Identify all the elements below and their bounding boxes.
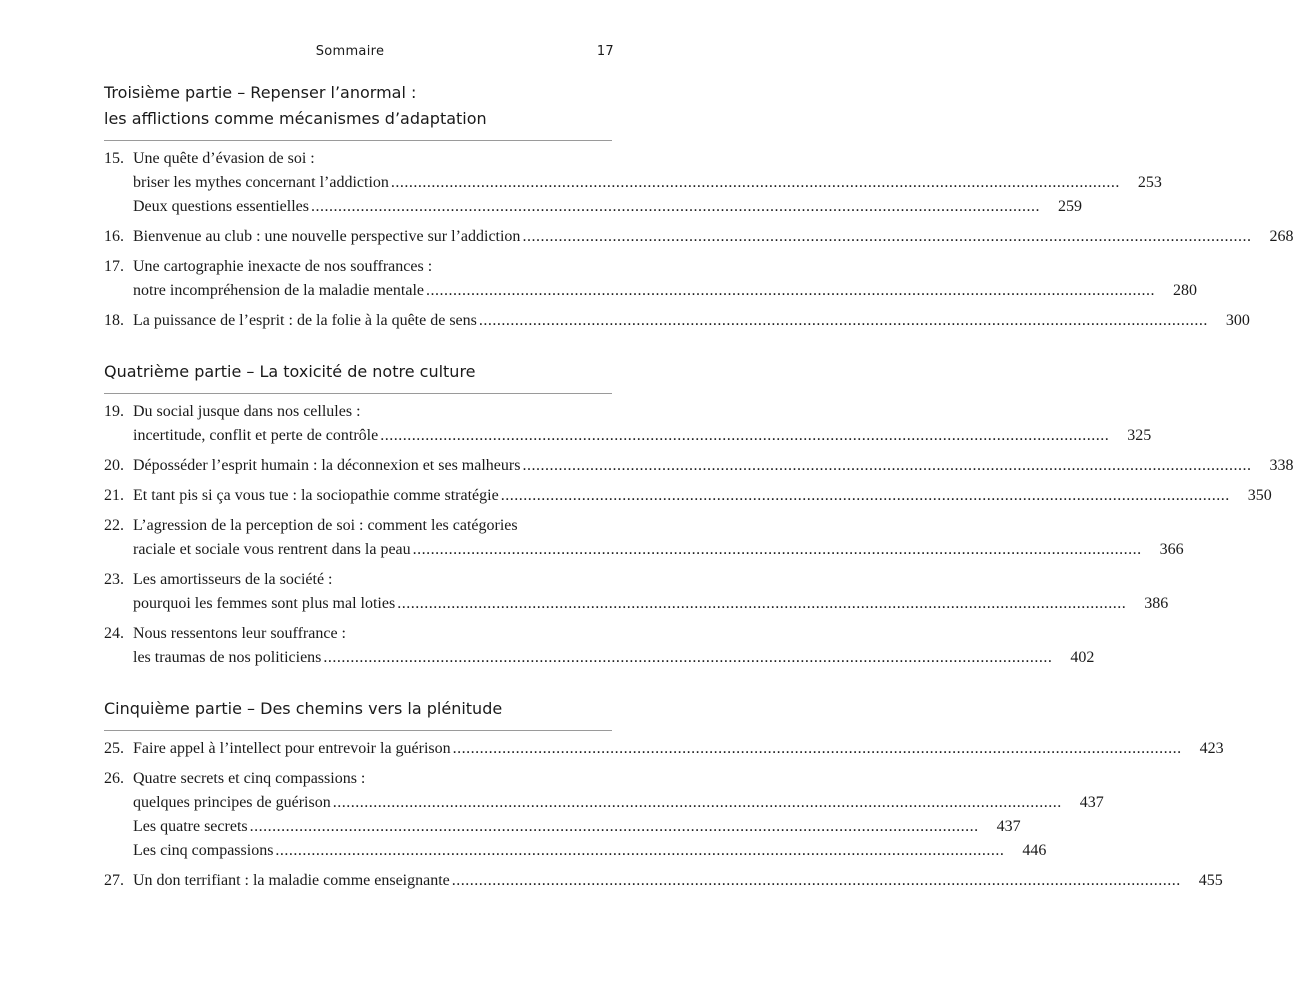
dot-leader — [321, 646, 1054, 670]
toc-page-number: 437 — [1079, 794, 1104, 811]
table-of-contents — [104, 80, 1293, 893]
dot-leader — [395, 592, 1128, 616]
dot-leader — [451, 737, 1184, 761]
part-divider — [104, 140, 612, 141]
toc-entry-text: Du social jusque dans nos cellules : — [133, 403, 361, 420]
running-title: Sommaire — [315, 44, 385, 59]
part-divider — [104, 393, 612, 394]
toc-page-number: 325 — [1127, 427, 1152, 444]
chapter-number: 17. — [104, 258, 124, 275]
toc-chapter — [104, 568, 1169, 616]
chapter-number: 26. — [104, 770, 124, 787]
dot-leader — [520, 225, 1253, 249]
toc-entry-text: Nous ressentons leur souffrance : — [133, 625, 346, 642]
toc-entry-text: La puissance de l’esprit : de la folie à la quête de sens — [133, 312, 477, 329]
part-spacer — [104, 333, 612, 359]
dot-leader — [273, 839, 1006, 863]
toc-line — [104, 646, 1095, 670]
toc-entry-text: Un don terrifiant : la maladie comme enseignante — [133, 872, 450, 889]
toc-page-number: 259 — [1057, 198, 1082, 215]
toc-line — [104, 839, 1047, 863]
dot-leader — [477, 309, 1210, 333]
chapter-number: 25. — [104, 740, 124, 757]
toc-chapter — [104, 225, 1293, 249]
toc-line — [104, 225, 1293, 249]
toc-entry-text: quelques principes de guérison — [133, 794, 331, 811]
dot-leader — [309, 195, 1042, 219]
toc-page-number: 402 — [1070, 649, 1095, 666]
page-number: 17 — [596, 44, 614, 59]
toc-line — [104, 400, 612, 424]
toc-line — [104, 514, 612, 538]
dot-leader — [450, 869, 1183, 893]
toc-entry-text: notre incompréhension de la maladie mentale — [133, 282, 424, 299]
toc-line — [104, 737, 1224, 761]
dot-leader — [411, 538, 1144, 562]
toc-entry-text: les traumas de nos politiciens — [133, 649, 322, 666]
toc-entry-text: Et tant pis si ça vous tue : la sociopathie comme stratégie — [133, 487, 499, 504]
chapter-number: 27. — [104, 872, 124, 889]
toc-line — [104, 424, 1152, 448]
toc-entry-text: Les amortisseurs de la société : — [133, 571, 333, 588]
toc-page-number: 268 — [1269, 228, 1293, 245]
toc-chapter — [104, 454, 1293, 478]
dot-leader — [248, 815, 981, 839]
toc-entry-text: Faire appel à l’intellect pour entrevoir la guérison — [133, 740, 451, 757]
toc-entry-text: Les cinq compassions — [133, 842, 274, 859]
part-title: les afflictions comme mécanismes d’adaptation — [104, 109, 487, 128]
toc-line — [104, 791, 1104, 815]
chapter-number: 22. — [104, 517, 124, 534]
toc-chapter — [104, 484, 1272, 508]
part-section — [104, 359, 1293, 670]
chapter-number: 24. — [104, 625, 124, 642]
toc-page-number: 386 — [1144, 595, 1169, 612]
toc-line — [104, 767, 612, 791]
dot-leader — [389, 171, 1122, 195]
toc-page-number: 446 — [1022, 842, 1047, 859]
part-divider — [104, 730, 612, 731]
toc-entry-text: Une cartographie inexacte de nos souffrances : — [133, 258, 433, 275]
toc-line — [104, 279, 1197, 303]
toc-line — [104, 592, 1169, 616]
toc-entry-text: Une quête d’évasion de soi : — [133, 150, 315, 167]
part-title: Quatrième partie – La toxicité de notre culture — [104, 362, 476, 381]
chapter-number: 16. — [104, 228, 124, 245]
toc-page-number: 350 — [1247, 487, 1272, 504]
dot-leader — [424, 279, 1157, 303]
toc-page-number: 437 — [996, 818, 1021, 835]
chapter-number: 15. — [104, 150, 124, 167]
toc-entry-text: briser les mythes concernant l’addiction — [133, 174, 389, 191]
toc-chapter — [104, 400, 1152, 448]
toc-entry-text: Quatre secrets et cinq compassions : — [133, 770, 366, 787]
chapter-number: 21. — [104, 487, 124, 504]
toc-page-number: 300 — [1225, 312, 1250, 329]
toc-line — [104, 255, 612, 279]
part-section — [104, 696, 1224, 893]
toc-line — [104, 622, 612, 646]
chapter-number: 23. — [104, 571, 124, 588]
toc-entry-text: Les quatre secrets — [133, 818, 248, 835]
toc-page-number: 280 — [1173, 282, 1197, 299]
toc-chapter — [104, 255, 1197, 303]
toc-page-number: 338 — [1269, 457, 1293, 474]
toc-chapter — [104, 767, 1104, 863]
toc-line — [104, 869, 1223, 893]
toc-chapter — [104, 514, 1184, 562]
toc-line — [104, 195, 1082, 219]
part-section — [104, 80, 1293, 333]
dot-leader — [331, 791, 1064, 815]
dot-leader — [520, 454, 1253, 478]
toc-entry-text: Déposséder l’esprit humain : la déconnexion et ses malheurs — [133, 457, 521, 474]
dot-leader — [499, 484, 1232, 508]
toc-entry-text: Bienvenue au club : une nouvelle perspective sur l’addiction — [133, 228, 521, 245]
toc-chapter — [104, 622, 1095, 670]
toc-chapter — [104, 869, 1223, 893]
toc-page-number: 455 — [1198, 872, 1223, 889]
toc-line — [104, 454, 1293, 478]
toc-line — [104, 568, 612, 592]
toc-entry-text: incertitude, conflit et perte de contrôle — [133, 427, 379, 444]
chapter-number: 19. — [104, 403, 124, 420]
chapter-number: 18. — [104, 312, 124, 329]
toc-page-number: 253 — [1137, 174, 1162, 191]
part-spacer — [104, 670, 612, 696]
toc-entry-text: pourquoi les femmes sont plus mal loties — [133, 595, 396, 612]
toc-entry-text: raciale et sociale vous rentrent dans la peau — [133, 541, 411, 558]
toc-page-number: 366 — [1159, 541, 1184, 558]
toc-page-number: 423 — [1199, 740, 1224, 757]
dot-leader — [378, 424, 1111, 448]
toc-entry-text: Deux questions essentielles — [133, 198, 309, 215]
toc-line — [104, 171, 1162, 195]
toc-entry-text: L’agression de la perception de soi : comment les catégories — [133, 517, 518, 534]
part-title: Cinquième partie – Des chemins vers la plénitude — [104, 699, 503, 718]
toc-line — [104, 147, 612, 171]
toc-chapter — [104, 737, 1224, 761]
toc-line — [104, 484, 1272, 508]
part-title: Troisième partie – Repenser l’anormal : — [104, 83, 417, 102]
toc-line — [104, 815, 1021, 839]
toc-line — [104, 309, 1250, 333]
toc-line — [104, 538, 1184, 562]
chapter-number: 20. — [104, 457, 124, 474]
toc-chapter — [104, 309, 1250, 333]
toc-chapter — [104, 147, 1162, 219]
